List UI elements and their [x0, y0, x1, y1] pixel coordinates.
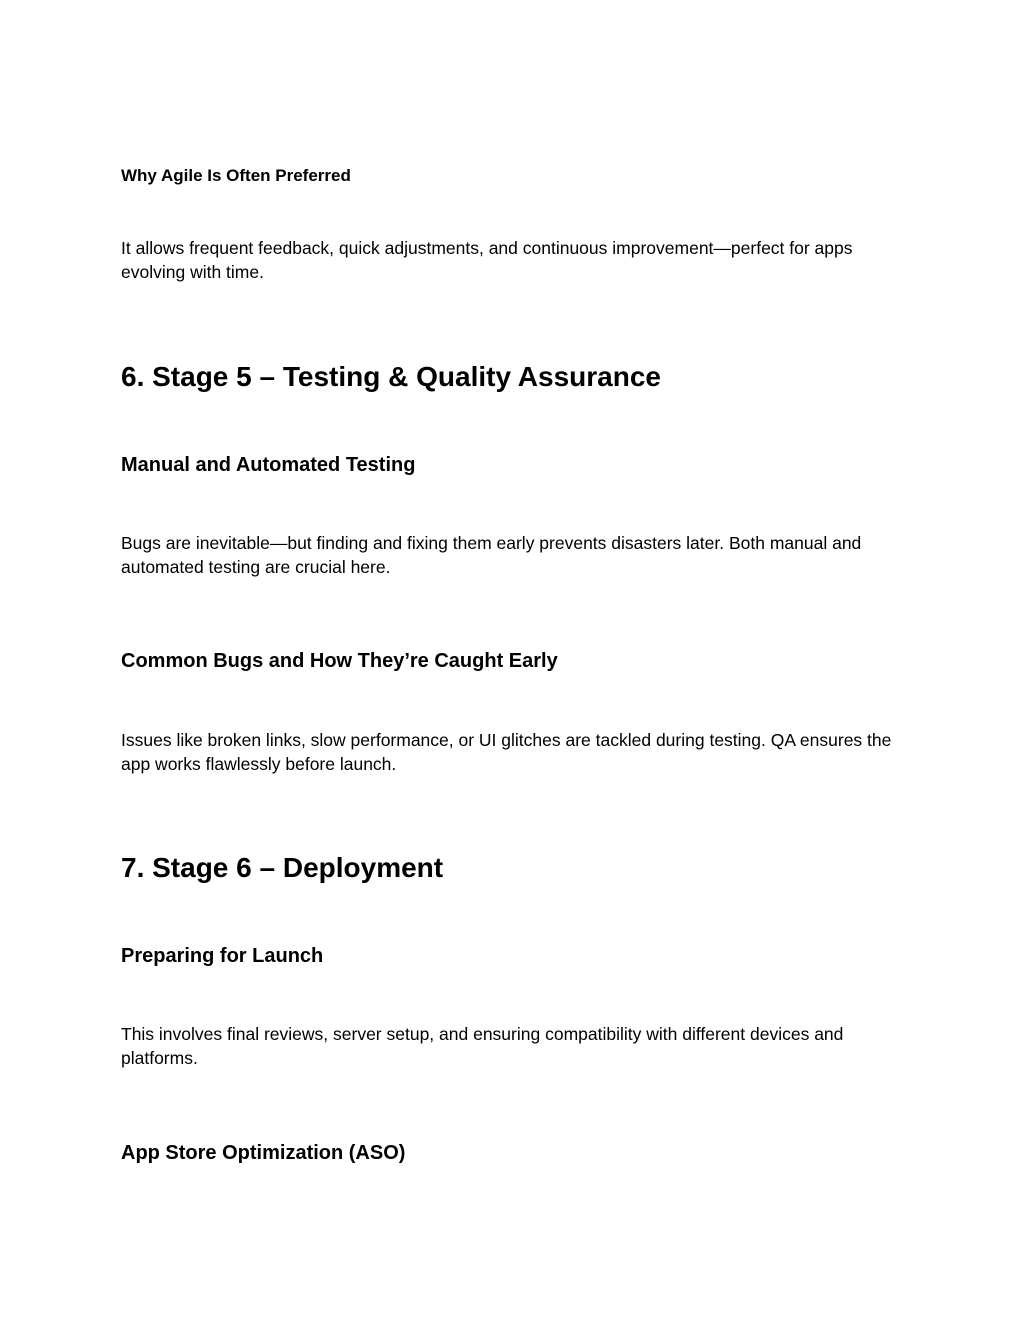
stage5-heading: 6. Stage 5 – Testing & Quality Assurance — [121, 361, 661, 392]
testing-subheading: Manual and Automated Testing — [121, 454, 416, 476]
aso-subheading: App Store Optimization (ASO) — [121, 1142, 406, 1164]
launch-paragraph: This involves final reviews, server setup, and ensuring compatibility with different devices and platforms. — [121, 1024, 844, 1068]
launch-subheading: Preparing for Launch — [121, 945, 324, 967]
bugs-paragraph: Issues like broken links, slow performance, or UI glitches are tackled during testing. QA ensures the app works flawlessly before launch. — [121, 730, 892, 774]
testing-paragraph: Bugs are inevitable—but finding and fixing them early prevents disasters later. Both manual and automated testing are crucial here. — [121, 533, 862, 577]
agile-heading: Why Agile Is Often Preferred — [121, 166, 351, 185]
agile-paragraph: It allows frequent feedback, quick adjustments, and continuous improvement—perfect for apps evolving with time. — [121, 238, 853, 282]
stage6-heading: 7. Stage 6 – Deployment — [121, 852, 444, 883]
bugs-subheading: Common Bugs and How They’re Caught Early — [121, 650, 558, 672]
